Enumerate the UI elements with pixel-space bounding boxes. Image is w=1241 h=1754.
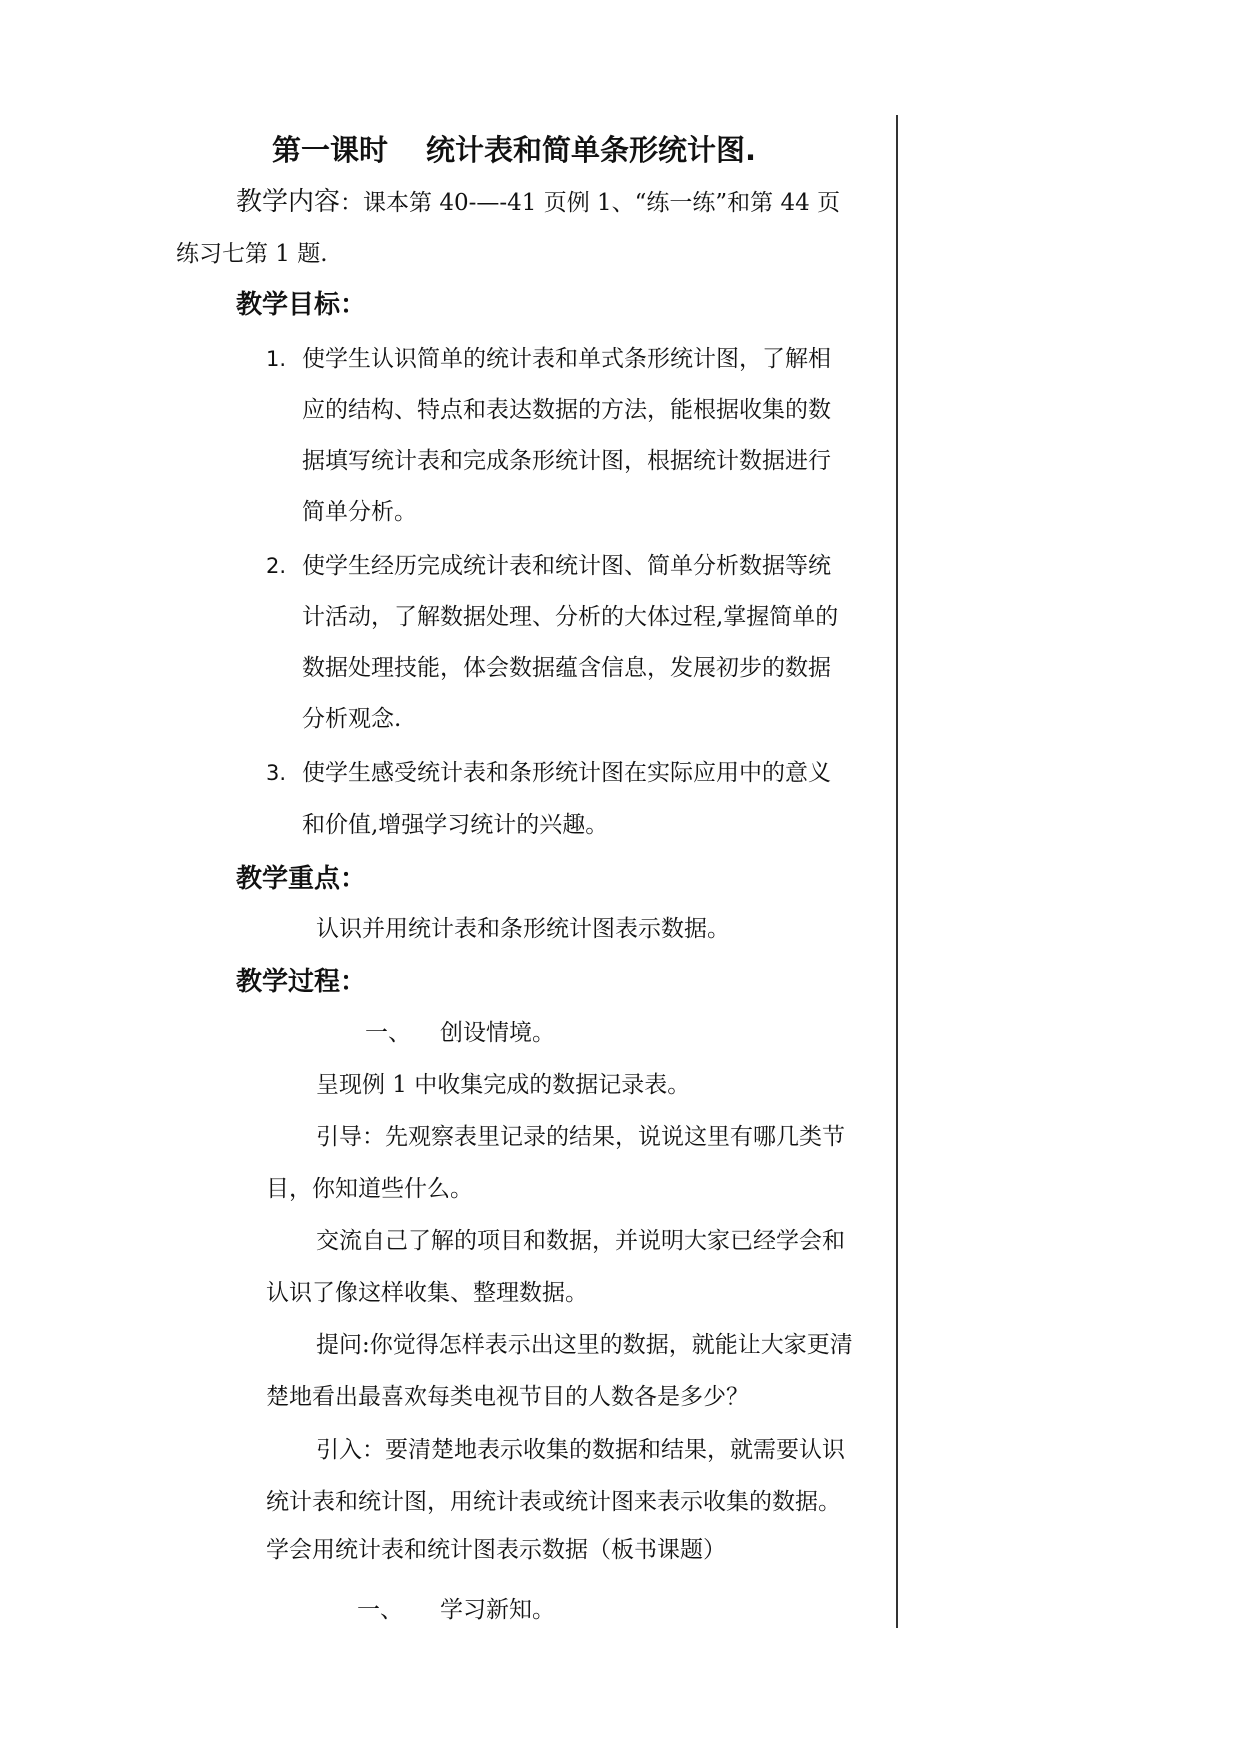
paragraph-2-line-2: 目，你知道些什么。 xyxy=(266,1176,473,1202)
goal-2-line-2: 计活动，了解数据处理、分析的大体过程,掌握简单的 xyxy=(302,604,839,630)
paragraph-4-line-1: 提问:你觉得怎样表示出这里的数据，就能让大家更清 xyxy=(316,1332,853,1358)
vertical-rule xyxy=(896,115,898,1628)
key-points-text: 认识并用统计表和条形统计图表示数据。 xyxy=(316,916,730,942)
section-2-number: 一、 xyxy=(357,1597,403,1623)
paragraph-1: 呈现例 1 中收集完成的数据记录表。 xyxy=(316,1072,691,1098)
process-heading: 教学过程： xyxy=(236,967,367,997)
goal-1-line-3: 据填写统计表和完成条形统计图，根据统计数据进行 xyxy=(302,448,831,474)
section-1-title: 创设情境。 xyxy=(440,1020,555,1046)
content-colon: ： xyxy=(340,190,364,216)
goal-2-line-4: 分析观念. xyxy=(302,706,402,732)
key-points-heading: 教学重点： xyxy=(236,864,367,894)
content-line-2: 练习七第 1 题. xyxy=(176,241,328,267)
goal-2-line-1: 使学生经历完成统计表和统计图、简单分析数据等统 xyxy=(302,553,831,579)
paragraph-5-line-2: 统计表和统计图，用统计表或统计图来表示收集的数据。 xyxy=(266,1489,841,1515)
goal-2-line-3: 数据处理技能，体会数据蕴含信息，发展初步的数据 xyxy=(302,655,831,681)
goal-3-line-2: 和价值,增强学习统计的兴趣。 xyxy=(302,812,609,838)
paragraph-3-line-2: 认识了像这样收集、整理数据。 xyxy=(266,1280,588,1306)
goal-1-line-4: 简单分析。 xyxy=(302,499,417,525)
paragraph-5-line-1: 引入：要清楚地表示收集的数据和结果，就需要认识 xyxy=(316,1437,845,1463)
paragraph-3-line-1: 交流自己了解的项目和数据，并说明大家已经学会和 xyxy=(316,1228,845,1254)
section-2-title: 学习新知。 xyxy=(440,1597,555,1623)
paragraph-2-line-1: 引导：先观察表里记录的结果，说说这里有哪几类节 xyxy=(316,1124,845,1150)
content-line-1 xyxy=(236,188,840,217)
paragraph-6: 学会用统计表和统计图表示数据（板书课题） xyxy=(266,1537,726,1563)
content-text-1: 课本第 40-—-41 页例 1、“练一练”和第 44 页 xyxy=(363,190,841,216)
goal-3-number: 3. xyxy=(266,761,287,785)
goal-3-line-1: 使学生感受统计表和条形统计图在实际应用中的意义 xyxy=(302,760,831,786)
goals-heading: 教学目标： xyxy=(236,290,367,320)
goal-2-number: 2. xyxy=(266,554,287,578)
content-label: 教学内容 xyxy=(236,187,341,217)
paragraph-4-line-2: 楚地看出最喜欢每类电视节目的人数各是多少？ xyxy=(266,1384,749,1410)
goal-1-number: 1. xyxy=(266,347,287,371)
lesson-number: 第一课时 xyxy=(272,133,389,167)
goal-1-line-2: 应的结构、特点和表达数据的方法，能根据收集的数 xyxy=(302,397,831,423)
section-1-number: 一、 xyxy=(365,1020,411,1046)
lesson-topic: 统计表和简单条形统计图. xyxy=(426,133,757,167)
goal-1-line-1: 使学生认识简单的统计表和单式条形统计图，了解相 xyxy=(302,346,831,372)
